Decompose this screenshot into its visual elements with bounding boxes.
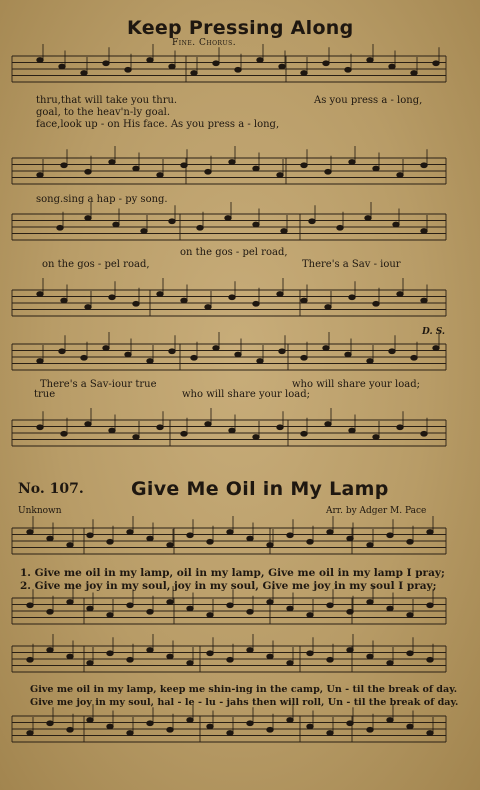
note-head [67,654,73,659]
note-head [109,428,115,433]
note-head [197,225,203,230]
note-head [59,349,65,354]
note-head [87,661,93,666]
note-head [47,536,53,541]
note-head [427,603,433,608]
note-head [257,58,263,63]
note-head [367,359,373,364]
note-head [327,657,333,662]
note-head [191,355,197,360]
note-head [407,651,413,656]
note-head [61,163,67,168]
note-head [59,64,65,69]
note-head [301,431,307,436]
note-head [347,721,353,726]
note-head [147,359,153,364]
note-head [37,58,43,63]
note-head [37,292,43,297]
note-head [67,727,73,732]
note-head [325,169,331,174]
note-head [27,530,33,535]
note-head [433,346,439,351]
note-head [325,422,331,427]
note-head [389,349,395,354]
fine-chorus-marking: Fine. Chorus. [172,38,237,48]
note-head [279,64,285,69]
note-head [307,613,313,618]
note-head [407,613,413,618]
note-head [235,352,241,357]
note-head [277,292,283,297]
song-number: No. 107. [18,481,84,497]
note-head [287,606,293,611]
arranger-credit: Arr. by Adger M. Pace [326,506,427,516]
note-head [125,352,131,357]
note-head [347,609,353,614]
note-head [411,71,417,76]
note-head [277,425,283,430]
note-head [213,61,219,66]
note-head [229,295,235,300]
note-head [373,301,379,306]
note-head [267,727,273,732]
note-head [107,724,113,729]
note-head [433,61,439,66]
note-head [85,422,91,427]
note-head [227,731,233,736]
note-head [169,219,175,224]
note-head [407,724,413,729]
note-head [141,229,147,234]
note-head [287,718,293,723]
note-head [345,67,351,72]
note-head [277,173,283,178]
note-head [301,163,307,168]
lyric-line: who will share your load; [292,379,420,390]
note-head [323,61,329,66]
note-head [67,600,73,605]
note-head [127,731,133,736]
note-head [67,543,73,548]
note-head [247,648,253,653]
note-head [307,651,313,656]
note-head [427,657,433,662]
note-head [187,718,193,723]
note-head [345,352,351,357]
note-head [349,160,355,165]
note-head [301,71,307,76]
ds-marking: D. S. [422,327,446,337]
note-head [253,435,259,440]
note-head [157,173,163,178]
note-head [207,724,213,729]
note-head [167,727,173,732]
note-head [253,166,259,171]
note-head [229,160,235,165]
note-head [125,67,131,72]
note-head [205,422,211,427]
note-head [85,216,91,221]
note-head [181,163,187,168]
note-head [307,539,313,544]
lyric-line: There's a Sav-iour true [40,379,157,390]
note-head [187,606,193,611]
note-head [247,536,253,541]
note-head [367,58,373,63]
note-head [169,349,175,354]
note-head [205,305,211,310]
note-head [147,721,153,726]
note-head [327,603,333,608]
lyric-line: true [34,389,56,400]
note-head [327,530,333,535]
note-head [127,530,133,535]
note-head [427,530,433,535]
note-head [267,654,273,659]
note-head [367,600,373,605]
lyric-line: on the gos - pel road, [42,259,150,270]
note-head [323,346,329,351]
note-head [181,431,187,436]
note-head [37,359,43,364]
note-head [113,222,119,227]
note-head [57,225,63,230]
note-head [387,533,393,538]
verse-2-lyrics: 2. Give me joy in my soul, joy in my soul, Give me joy in my soul I pray; [20,580,437,592]
note-head [327,731,333,736]
note-head [87,718,93,723]
note-head [373,166,379,171]
note-head [147,58,153,63]
note-head [301,355,307,360]
note-head [27,657,33,662]
note-head [207,613,213,618]
note-head [157,425,163,430]
note-head [397,173,403,178]
note-head [127,657,133,662]
note-head [367,543,373,548]
verse-1-lyrics: 1. Give me oil in my lamp, oil in my lamp, Give me oil in my lamp I pray; [20,567,445,579]
note-head [147,648,153,653]
note-head [279,349,285,354]
note-head [213,346,219,351]
note-head [61,431,67,436]
note-head [253,222,259,227]
note-head [389,64,395,69]
note-head [191,71,197,76]
note-head [87,606,93,611]
note-head [367,654,373,659]
note-head [365,216,371,221]
note-head [225,216,231,221]
note-head [367,727,373,732]
lyric-line: As you press a - long, [314,95,423,106]
note-head [133,166,139,171]
note-head [309,219,315,224]
note-head [37,425,43,430]
note-head [253,301,259,306]
song-title-give-me-oil: Give Me Oil in My Lamp [131,478,389,500]
note-head [427,731,433,736]
note-head [287,661,293,666]
note-head [393,222,399,227]
note-head [397,292,403,297]
note-head [103,346,109,351]
note-head [167,654,173,659]
note-head [421,298,427,303]
lyric-line: thru,that will take you thru. [36,95,178,106]
note-head [325,305,331,310]
note-head [207,651,213,656]
note-head [347,648,353,653]
note-head [169,64,175,69]
lyric-line: who will share your load; [182,389,310,400]
note-head [287,533,293,538]
note-head [207,539,213,544]
note-head [235,67,241,72]
note-head [301,298,307,303]
note-head [103,61,109,66]
note-head [107,613,113,618]
refrain-line-1: Give me oil in my lamp, keep me shin-ing in the camp, Un - til the break of day. [30,684,458,695]
note-head [267,543,273,548]
note-head [181,298,187,303]
note-head [247,609,253,614]
note-head [247,721,253,726]
lyric-line: face,look up - on His face. As you press a - long, [36,119,280,130]
note-head [107,539,113,544]
note-head [349,428,355,433]
author-credit: Unknown [18,506,62,516]
note-head [27,731,33,736]
lyric-line: There's a Sav - iour [302,259,401,270]
note-head [373,435,379,440]
note-head [127,603,133,608]
note-head [85,169,91,174]
note-head [267,600,273,605]
note-head [229,428,235,433]
note-head [147,536,153,541]
note-head [47,721,53,726]
note-head [281,229,287,234]
note-head [387,606,393,611]
note-head [109,160,115,165]
note-head [407,539,413,544]
note-head [205,169,211,174]
note-head [61,298,67,303]
note-head [167,543,173,548]
note-head [37,173,43,178]
note-head [307,724,313,729]
note-head [107,651,113,656]
refrain-line-2: Give me joy in my soul, hal - le - lu - jahs then will roll, Un - til the break of day. [30,697,459,708]
note-head [227,603,233,608]
note-head [157,292,163,297]
note-head [133,435,139,440]
note-head [147,609,153,614]
note-head [421,229,427,234]
note-head [421,163,427,168]
note-head [133,301,139,306]
note-head [397,425,403,430]
note-head [27,603,33,608]
note-head [257,359,263,364]
lyric-line: song.sing a hap - py song. [36,194,168,205]
note-head [109,295,115,300]
song-title-keep-pressing-along: Keep Pressing Along [127,17,354,39]
note-head [81,71,87,76]
note-head [387,718,393,723]
note-head [227,530,233,535]
note-head [387,661,393,666]
note-head [167,600,173,605]
note-head [47,609,53,614]
note-head [187,661,193,666]
note-head [349,295,355,300]
note-head [411,355,417,360]
note-head [227,657,233,662]
note-head [347,536,353,541]
note-head [187,533,193,538]
note-head [85,305,91,310]
note-head [87,533,93,538]
note-head [81,355,87,360]
lyric-line: on the gos - pel road, [180,247,288,258]
note-head [337,225,343,230]
note-head [421,431,427,436]
lyric-line: goal, to the heav'n-ly goal. [36,107,171,118]
note-head [47,648,53,653]
